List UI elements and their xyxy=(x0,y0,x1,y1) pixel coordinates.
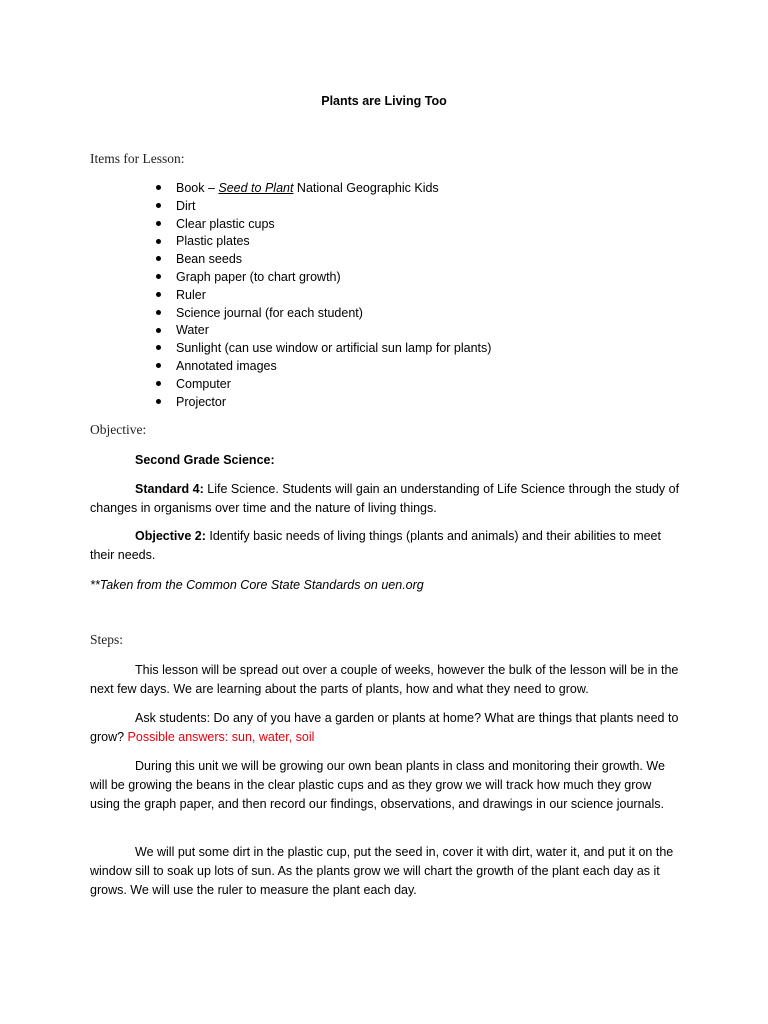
bullet-icon xyxy=(156,274,161,279)
bullet-icon xyxy=(156,399,161,404)
list-item: Projector xyxy=(156,394,491,412)
list-item: Science journal (for each student) xyxy=(156,305,491,323)
source-note: **Taken from the Common Core State Standards on uen.org xyxy=(90,578,424,592)
grade-label: Second Grade Science: xyxy=(135,453,275,467)
list-item: Water xyxy=(156,322,491,340)
objective-label: Objective 2: xyxy=(135,529,206,543)
items-list xyxy=(156,180,491,411)
objective-heading: Objective: xyxy=(90,422,147,437)
bullet-icon xyxy=(156,256,161,261)
step-paragraph-3: During this unit we will be growing our own bean plants in class and monitoring their growth. We will be growing the beans in the clear plastic cups and as they grow we will track how much they grow using the graph paper, and then record our findings, observations, and drawings in our science journals. xyxy=(90,759,665,811)
step-paragraph-1: This lesson will be spread out over a couple of weeks, however the bulk of the lesson will be in the next few days. We are learning about the parts of plants, how and what they need to grow. xyxy=(90,663,679,696)
standard-paragraph xyxy=(90,480,680,518)
list-item: Book – Seed to Plant National Geographic Kids xyxy=(156,180,491,198)
step-2-question: Ask students: Do any of you have a garden or plants at home? What are things that plants need to grow? xyxy=(90,711,679,744)
bullet-icon xyxy=(156,363,161,368)
step-paragraph-2 xyxy=(90,709,680,747)
step-paragraph-4: We will put some dirt in the plastic cup, put the seed in, cover it with dirt, water it, and put it on the window sill to soak up lots of sun. As the plants grow we will chart the growth of the plant each day as it grows. We will use the ruler to measure the plant each day. xyxy=(90,845,674,897)
bullet-icon xyxy=(156,239,161,244)
list-item: Dirt xyxy=(156,198,491,216)
bullet-icon xyxy=(156,328,161,333)
list-item: Annotated images xyxy=(156,358,491,376)
book-title: Seed to Plant xyxy=(218,181,294,195)
list-item: Bean seeds xyxy=(156,251,491,269)
list-item: Graph paper (to chart growth) xyxy=(156,269,491,287)
list-item: Computer xyxy=(156,376,491,394)
bullet-icon xyxy=(156,203,161,208)
bullet-icon xyxy=(156,381,161,386)
standard-text: Life Science. Students will gain an understanding of Life Science through the study of changes in organisms over time and the nature of living things. xyxy=(90,482,680,515)
bullet-icon xyxy=(156,221,161,226)
list-item: Sunlight (can use window or artificial sun lamp for plants) xyxy=(156,340,491,358)
bullet-icon xyxy=(156,345,161,350)
items-heading: Items for Lesson: xyxy=(90,151,185,166)
objective-paragraph xyxy=(90,527,680,565)
list-item: Plastic plates xyxy=(156,233,491,251)
steps-heading: Steps: xyxy=(90,632,124,647)
page-title: Plants are Living Too xyxy=(321,94,447,108)
bullet-icon xyxy=(156,310,161,315)
list-item: Clear plastic cups xyxy=(156,216,491,234)
standard-label: Standard 4: xyxy=(135,482,204,496)
bullet-icon xyxy=(156,185,161,190)
possible-answers: Possible answers: sun, water, soil xyxy=(127,730,315,744)
bullet-icon xyxy=(156,292,161,297)
objective-text: Identify basic needs of living things (plants and animals) and their abilities to meet their needs. xyxy=(90,529,661,562)
list-item: Ruler xyxy=(156,287,491,305)
